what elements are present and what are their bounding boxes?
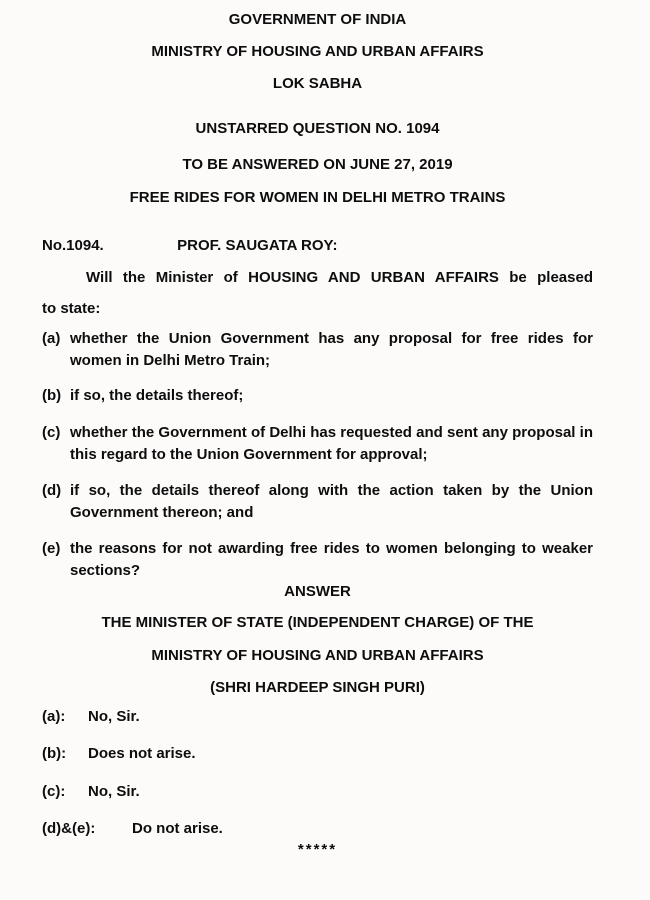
question-part-text: whether the Union Government has any proposal for free rides for women in Delhi Metro Train;	[70, 330, 593, 369]
question-preamble-line2: to state:	[42, 300, 101, 317]
end-marker: *****	[297, 841, 338, 858]
answer-reply-text: Do not arise.	[132, 820, 223, 837]
minister-title-line2: MINISTRY OF HOUSING AND URBAN AFFAIRS	[151, 647, 484, 664]
question-part-text: whether the Government of Delhi has requested and sent any proposal in this regard to the Union Government for approval;	[70, 424, 593, 463]
minister-title-line1: THE MINISTER OF STATE (INDEPENDENT CHARGE) OF THE	[101, 614, 534, 631]
answer-reply-d-e	[42, 819, 593, 839]
answer-reply-b	[42, 744, 593, 764]
answer-reply-c	[42, 782, 593, 802]
answer-reply-label: (b):	[42, 745, 67, 762]
question-part-c	[42, 422, 593, 466]
question-part-label: (c)	[42, 424, 61, 441]
question-part-label: (e)	[42, 540, 61, 557]
answer-reply-label: (a):	[42, 708, 66, 725]
question-part-text: if so, the details thereof;	[70, 387, 244, 404]
header-answer-date: TO BE ANSWERED ON JUNE 27, 2019	[182, 156, 453, 173]
question-part-d	[42, 480, 593, 524]
answer-reply-label: (d)&(e):	[42, 820, 96, 837]
question-row	[42, 236, 593, 256]
question-part-b	[42, 385, 593, 407]
question-preamble-line1: Will the Minister of HOUSING AND URBAN AFFAIRS be pleased	[86, 269, 593, 286]
question-part-text: if so, the details thereof along with the action taken by the Union Government thereon; and	[70, 482, 593, 521]
header-government: GOVERNMENT OF INDIA	[228, 11, 407, 28]
question-part-label: (a)	[42, 330, 61, 347]
answer-reply-label: (c):	[42, 783, 66, 800]
minister-name: (SHRI HARDEEP SINGH PURI)	[210, 679, 425, 696]
header-house: LOK SABHA	[272, 75, 363, 92]
question-part-a	[42, 328, 593, 372]
header-subject: FREE RIDES FOR WOMEN IN DELHI METRO TRAINS	[129, 189, 506, 206]
question-part-text: the reasons for not awarding free rides to women belonging to weaker sections?	[70, 540, 593, 579]
answer-reply-text: No, Sir.	[88, 783, 140, 800]
answer-reply-text: Does not arise.	[88, 745, 196, 762]
question-part-label: (d)	[42, 482, 62, 499]
header-ministry: MINISTRY OF HOUSING AND URBAN AFFAIRS	[151, 43, 484, 60]
answer-reply-text: No, Sir.	[88, 708, 140, 725]
answer-heading: ANSWER	[284, 583, 351, 600]
header-question-number: UNSTARRED QUESTION NO. 1094	[195, 120, 440, 137]
question-part-label: (b)	[42, 387, 62, 404]
question-asked-by: PROF. SAUGATA ROY:	[177, 237, 338, 254]
question-number: No.1094.	[42, 237, 104, 254]
answer-reply-a	[42, 707, 593, 727]
question-part-e	[42, 538, 593, 582]
